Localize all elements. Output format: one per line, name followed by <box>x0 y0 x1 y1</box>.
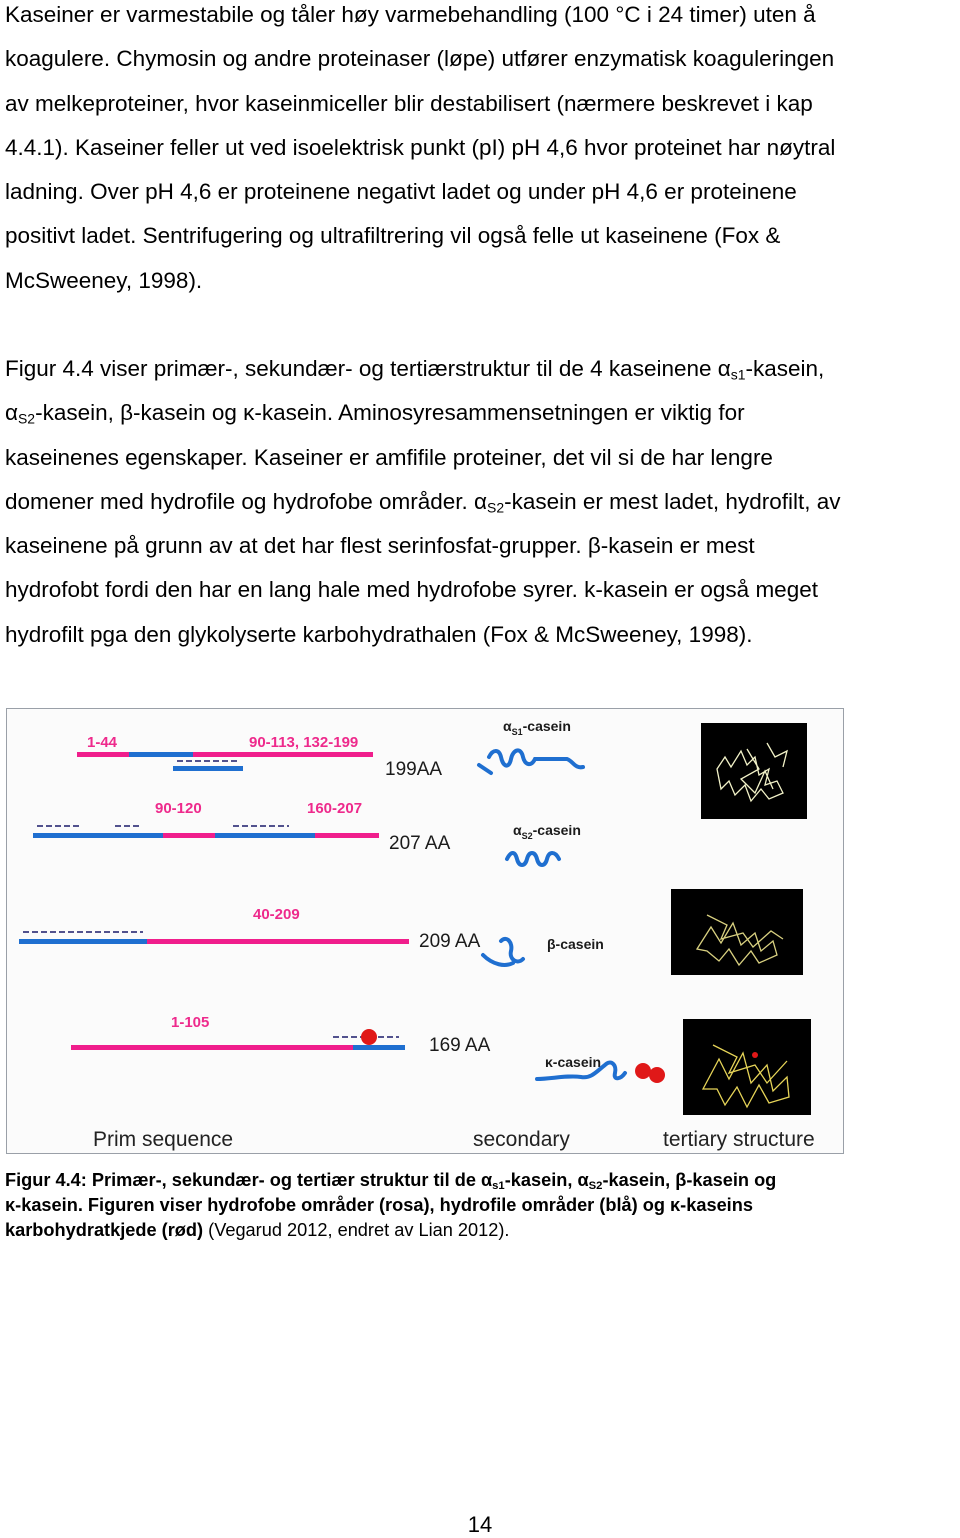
subscript: S2 <box>487 499 505 516</box>
caption-line <box>5 1193 955 1218</box>
figure-canvas <box>7 709 843 1153</box>
amino-acid-count: 207 AA <box>389 833 451 854</box>
text-span: Figur 4.4 viser primær-, sekundær- og tertiærstruktur til de 4 kaseinene α <box>5 356 731 381</box>
hydrophobic-region-label: 1-105 <box>171 1014 210 1031</box>
text-line: McSweeney, 1998). <box>5 267 203 293</box>
carbohydrate-chain <box>752 1052 758 1058</box>
secondary-label: $\alpha_{S1}$-casein <box>503 718 571 737</box>
caption-bold-text <box>5 1170 776 1190</box>
figure-caption <box>5 1168 955 1243</box>
text-line: av melkeproteiner, hvor kaseinmiceller blir destabilisert (nærmere beskrevet i kap <box>5 90 813 116</box>
secondary-structure-label: secondary <box>473 1128 570 1151</box>
paragraph-caseins-heat-stability <box>5 0 957 303</box>
amino-acid-count: 209 AA <box>419 931 481 952</box>
text-line <box>5 480 957 524</box>
caption-line <box>5 1218 955 1243</box>
carbohydrate-chain <box>635 1063 651 1079</box>
hydrophilic-segment <box>19 939 147 944</box>
tertiary-structure-label: tertiary structure <box>663 1128 815 1151</box>
row-kappa <box>71 1014 811 1115</box>
text-span: -kasein, <box>745 356 825 381</box>
caption-regular-text: (Vegarud 2012, endret av Lian 2012). <box>203 1220 510 1240</box>
hydrophilic-segment <box>129 752 193 757</box>
text-span: -kasein, α <box>504 1170 589 1190</box>
secondary-label: $\alpha_{S2}$-casein <box>513 822 581 841</box>
text-line: kaseinene på grunn av at det har flest serinfosfat-grupper. β-kasein er mest <box>5 533 755 559</box>
text-line: hydrofobt fordi den har en lang hale med hydrofobe syrer. k-kasein er også meget <box>5 577 818 603</box>
hydrophobic-region-label: 1-44 <box>87 734 118 751</box>
secondary-coil <box>507 853 559 865</box>
text-span: -kasein er mest ladet, hydrofilt, av <box>504 488 841 514</box>
subscript: s1 <box>492 1179 505 1192</box>
text-span: Figur 4.4: Primær-, sekundær- og tertiær struktur til de α <box>5 1170 493 1190</box>
secondary-label: β-casein <box>547 936 604 952</box>
hydrophobic-region-label: 160-207 <box>307 800 363 817</box>
text-line: positivt ladet. Sentrifugering og ultrafiltrering vil også felle ut kaseinene (Fox & <box>5 223 781 249</box>
paragraph-figure-description <box>5 347 957 657</box>
carbohydrate-chain <box>361 1029 377 1045</box>
secondary-coil <box>489 750 583 767</box>
text-line: koagulere. Chymosin og andre proteinaser (løpe) utfører enzymatisk koaguleringen <box>5 46 835 72</box>
hydrophobic-segment <box>193 752 373 757</box>
caption-line <box>5 1168 955 1193</box>
secondary-coil <box>483 955 513 965</box>
amino-acid-count: 199AA <box>385 759 443 780</box>
subscript: S2 <box>588 1179 603 1192</box>
secondary-label: κ-casein <box>545 1054 602 1070</box>
hydrophilic-segment <box>215 833 315 838</box>
secondary-coil <box>479 765 491 773</box>
carbohydrate-chain <box>649 1067 665 1083</box>
text-line: hydrofilt pga den glykolyserte karbohydrathalen (Fox & McSweeney, 1998). <box>5 621 753 647</box>
text-span: -kasein, β-kasein og <box>602 1170 777 1190</box>
subscript: S2 <box>18 410 36 427</box>
caption-bold-text: κ-kasein. Figuren viser hydrofobe områder (rosa), hydrofile områder (blå) og κ-kaseins <box>5 1195 753 1215</box>
text-line <box>5 347 957 391</box>
text-line: Kaseiner er varmestabile og tåler høy varmebehandling (100 °C i 24 timer) uten å <box>5 2 816 27</box>
hydrophobic-region-label: 90-120 <box>155 800 202 817</box>
hydrophobic-segment <box>147 939 409 944</box>
text-span: domener med hydrofile og hydrofobe områder. α <box>5 488 488 514</box>
hydrophobic-segment <box>163 833 215 838</box>
text-line: kaseinenes egenskaper. Kaseiner er amfifile proteiner, det vil si de har lengre <box>5 444 773 470</box>
secondary-coil <box>501 939 523 962</box>
amino-acid-count: 169 AA <box>429 1035 491 1056</box>
text-span: -kasein, β-kasein og κ-kasein. Aminosyresammensetningen er viktig for <box>35 400 745 426</box>
hydrophobic-segment <box>77 752 129 757</box>
hydrophobic-segment <box>315 833 379 838</box>
hydrophobic-segment <box>71 1045 353 1050</box>
subscript: s1 <box>730 366 746 383</box>
text-line <box>5 391 957 435</box>
row-alpha-s2 <box>33 800 581 865</box>
hydrophilic-segment <box>353 1045 405 1050</box>
text-line: 4.4.1). Kaseiner feller ut ved isoelektrisk punkt (pI) pH 4,6 hvor proteinet har nøytral <box>5 134 836 160</box>
casein-structure-figure <box>6 708 844 1154</box>
hydrophilic-segment <box>33 833 163 838</box>
page-number: 14 <box>467 1512 493 1537</box>
text-line: ladning. Over pH 4,6 er proteinene negativt ladet og under pH 4,6 er proteinene <box>5 179 797 205</box>
primary-sequence-label: Prim sequence <box>93 1128 234 1151</box>
hydrophilic-segment <box>173 766 243 771</box>
hydrophobic-region-label: 40-209 <box>253 906 300 923</box>
text-span: α <box>5 400 19 426</box>
caption-bold-text: karbohydratkjede (rød) <box>5 1220 204 1240</box>
row-beta <box>19 889 803 975</box>
hydrophobic-region-label: 90-113, 132-199 <box>249 734 359 751</box>
